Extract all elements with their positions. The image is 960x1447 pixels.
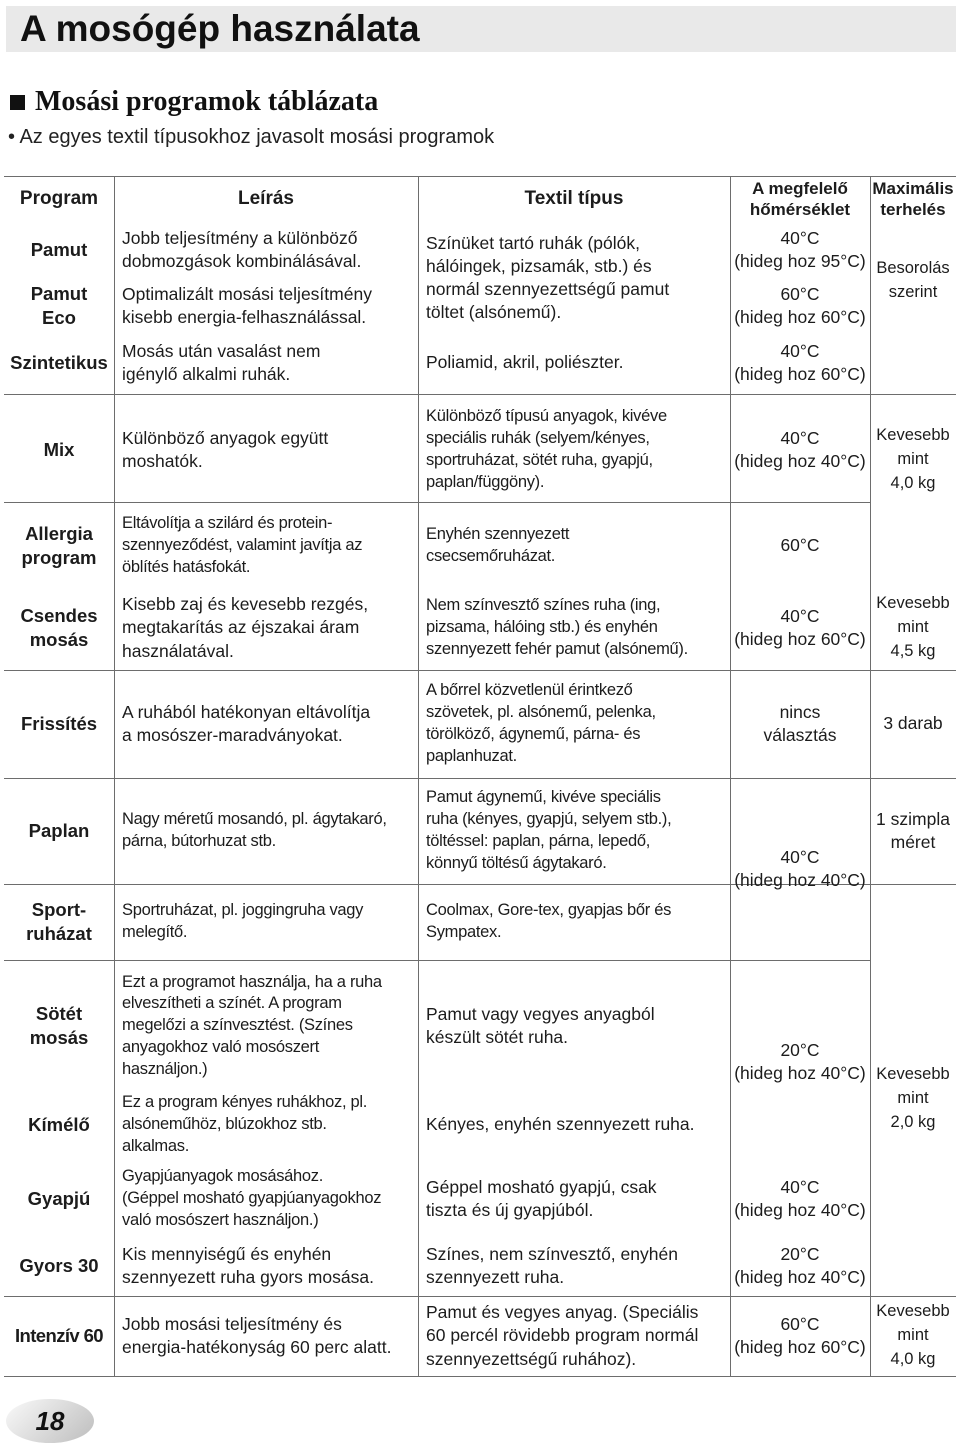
temperature: 60°C (780, 535, 820, 556)
program-name: Kímélő (28, 1113, 90, 1135)
max-load: Kevesebb mint 2,0 kg (876, 1065, 950, 1131)
program-description: Sportruházat, pl. joggingruha vagy melegítő. (122, 901, 364, 941)
program-description: Mosás után vasalást nem igénylő alkalmi ruhák. (122, 340, 321, 384)
grid-line (4, 394, 956, 395)
program-name: Pamut Eco (30, 282, 88, 328)
program-description: Optimalizált mosási teljesítmény kisebb energia-felhasználással. (122, 283, 372, 327)
grid-line (4, 960, 870, 961)
program-description: Ez a program kényes ruhákhoz, pl. alsóneműhöz, blúzokhoz stb. alkalmas. (122, 1093, 368, 1155)
max-load: Besorolás szerint (876, 259, 950, 301)
program-table (4, 176, 956, 1376)
temperature: 40°C (hideg hoz 40°C) (734, 427, 866, 471)
temperature: 20°C (hideg hoz 40°C) (734, 1039, 866, 1083)
textile-type: Nem színvesztő színes ruha (ing, pizsama, hálóing stb.) és enyhén szennyezett fehér pamut (alsónemű). (426, 596, 688, 658)
textile-type: Kényes, enyhén szennyezett ruha. (426, 1114, 695, 1135)
textile-type: Enyhén szennyezett csecsemőruházat. (426, 525, 570, 565)
temperature: 20°C (hideg hoz 40°C) (734, 1243, 866, 1287)
page-header (6, 6, 956, 52)
textile-type: Pamut ágynemű, kivéve speciális ruha (kényes, gyapjú, selyem stb.), töltéssel: paplan, párna, lepedő, könnyű töltésű ágytakaró. (426, 788, 672, 872)
program-description: A ruhából hatékonyan eltávolítja a mosószer-maradványokat. (122, 701, 371, 745)
program-description: Nagy méretű mosandó, pl. ágytakaró, párna, bútorhuzat stb. (122, 810, 387, 850)
program-description: Gyapjúanyagok mosásához. (Géppel mosható gyapjúanyagokhoz való mosószert használjon.) (122, 1167, 382, 1229)
program-description: Kisebb zaj és kevesebb rezgés, megtakarítás az éjszakai áram használatával. (122, 594, 369, 661)
program-name: Gyapjú (27, 1187, 91, 1209)
header-textile: Textil típus (524, 188, 624, 210)
program-name: Gyors 30 (19, 1254, 99, 1276)
max-load: 3 darab (883, 713, 943, 734)
header-program: Program (19, 188, 99, 210)
textile-type: Poliamid, akril, poliészter. (426, 352, 624, 373)
program-description: Jobb teljesítmény a különböző dobmozgások kombinálásával. (122, 227, 362, 271)
grid-line (4, 1376, 956, 1377)
temperature: 40°C (hideg hoz 40°C) (734, 1176, 866, 1220)
textile-type: Pamut és vegyes anyag. (Speciális 60 percél rövidebb program normál szennyezettségű ruhához). (426, 1302, 699, 1369)
textile-type: A bőrrel közvetlenül érintkező szövetek, pl. alsónemű, pelenka, törölköző, ágynemű, párna- és paplanhuzat. (426, 681, 656, 765)
temperature: nincs választás (763, 701, 837, 745)
program-name: Csendes mosás (20, 604, 98, 650)
program-name: Allergia program (21, 522, 97, 568)
square-bullet-icon (10, 95, 25, 110)
page-number-badge (6, 1399, 94, 1443)
program-name: Paplan (28, 819, 90, 841)
grid-line (114, 176, 115, 1376)
program-name: Frissítés (20, 712, 98, 734)
page-title: A mosógép használata (20, 8, 420, 49)
section-title-text: Mosási programok táblázata (35, 86, 379, 117)
textile-type: Géppel mosható gyapjú, csak tiszta és új gyapjúból. (426, 1176, 657, 1220)
grid-line (418, 176, 419, 1376)
program-description: Jobb mosási teljesítmény és energia-hatékonyság 60 perc alatt. (122, 1313, 392, 1357)
program-name: Pamut (30, 238, 88, 260)
textile-type: Coolmax, Gore-tex, gyapjas bőr és Sympatex. (426, 901, 672, 941)
header-max-load: Maximális terhelés (872, 178, 954, 219)
section-title (10, 86, 378, 118)
textile-type: Különböző típusú anyagok, kivéve speciális ruhák (selyem/kényes, sportruházat, sötét ruha, gyapjú, paplan/függöny). (426, 407, 667, 491)
program-name: Sport- ruházat (26, 898, 92, 944)
temperature: 40°C (hideg hoz 60°C) (734, 340, 866, 384)
program-description: Ezt a programot használja, ha a ruha elveszítheti a színét. A program megelőzi a színvesztést. (Színes anyagokhoz való mosószert használjon.) (122, 972, 382, 1078)
textile-type: Színes, nem színvesztő, enyhén szennyezett ruha. (426, 1243, 678, 1287)
program-name: Mix (43, 438, 75, 460)
textile-type: Színüket tartó ruhák (pólók, hálóingek, pizsamák, stb.) és normál szennyezettségű pamut töltet (alsónemű). (426, 232, 670, 323)
program-description: Különböző anyagok együtt moshatók. (122, 427, 329, 471)
temperature: 40°C (hideg hoz 95°C) (734, 227, 866, 271)
header-temperature: A megfelelő hőmérséklet (749, 178, 851, 219)
max-load: Kevesebb mint 4,0 kg (876, 426, 950, 492)
temperature: 60°C (hideg hoz 60°C) (734, 1313, 866, 1357)
header-description: Leírás (238, 188, 294, 210)
program-name: Szintetikus (10, 351, 108, 373)
program-name: Sötét mosás (29, 1002, 89, 1048)
section-subtitle: • Az egyes textil típusokhoz javasolt mosási programok (8, 126, 495, 148)
page-number: 18 (35, 1406, 65, 1436)
program-name: Intenzív 60 (15, 1324, 103, 1346)
max-load: 1 szimpla méret (876, 808, 950, 852)
textile-type: Pamut vagy vegyes anyagból készült sötét ruha. (426, 1003, 655, 1047)
grid-line (4, 502, 870, 503)
program-description: Kis mennyiségű és enyhén szennyezett ruha gyors mosása. (122, 1243, 374, 1287)
max-load: Kevesebb mint 4,5 kg (876, 594, 950, 660)
temperature: 40°C (hideg hoz 60°C) (734, 605, 866, 649)
temperature: 40°C (hideg hoz 40°C) (734, 846, 866, 890)
max-load: Kevesebb mint 4,0 kg (876, 1302, 950, 1368)
temperature: 60°C (hideg hoz 60°C) (734, 283, 866, 327)
program-description: Eltávolítja a szilárd és protein- szennyeződést, valamint javítja az öblítés hatásfokát. (122, 514, 363, 576)
